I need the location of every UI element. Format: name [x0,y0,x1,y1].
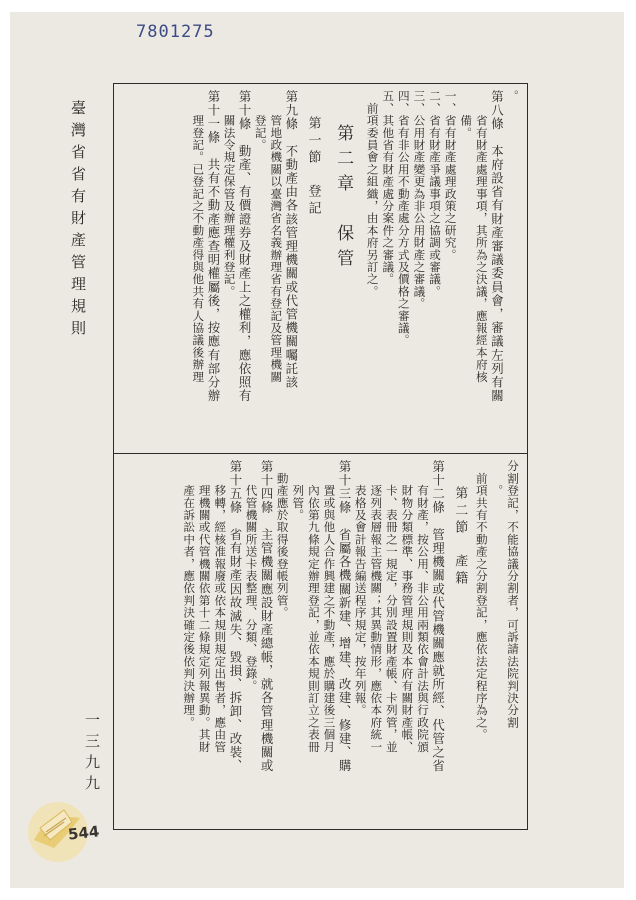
list-item: 一、省有財產處理政策之研究。 [443,90,458,261]
article-13-line: 第十三條 省屬各機關新建、增建、改建、修建、購 [337,460,353,773]
list-item: 二、省有財產爭議事項之協調或審議。 [428,90,443,298]
text-line: 置或與他人合作興建之不動產，應於購建後三個月 [322,460,337,753]
list-item: 四、省有非公用不動產處分方式及價格之審議。 [396,90,411,347]
text-line: 前項共有不動產之分割登記，應依法定程序為之。 [474,460,489,741]
chapter-heading: 第二章 保管 [333,124,354,274]
section-heading: 第一節 登記 [305,116,321,218]
lower-text-block [124,460,520,822]
text-line: 代管機關所送卡表整理、分類、登錄。 [244,460,259,692]
upper-text-block [124,90,520,447]
article-11-line: 第十一條 共有不動產應查明權屬後，按應有部分辦 [205,90,221,403]
article-9-line: 第九條 不動產由各該管理機關或代管機關囑託該 [283,90,299,390]
margin-title: 臺灣省省有財產管理規則 [69,100,87,342]
text-line: 管地政機關以臺灣省名義辦理省有登記及管理機關 [269,90,284,383]
text-line: 登記。 [253,90,268,151]
text-line: 分割登記，不能協議分割者，可訴請法院判決分割 [506,460,520,729]
article-12-line: 第十二條 管理機關或代管機關應就所經、代管之省 [430,460,446,773]
page-number: 一三九九 [83,712,101,796]
document-id-stamp: 7801275 [136,22,215,42]
article-10-line: 第十條 動產、有價證券及財產上之權利，應依照有 [237,90,253,403]
text-line: 。 [506,90,520,103]
list-item: 三、公用財產變更為非公用財產之審議。 [412,90,427,310]
text-line: 備。 [459,90,474,139]
list-item: 五、其他省有財產處分案件之審議。 [381,90,396,286]
text-line: 有財產，按公用、非公用兩類依會計法與行政院頒 [416,460,431,753]
section-heading: 第二節 產籍 [452,486,468,588]
text-line: 列管。 [291,460,306,521]
archive-logo [20,788,102,870]
text-line: 理機關或代管機關依第十二條規定列報異動。其財 [197,460,212,753]
text-line: 逐列表層報主管機關；其異動情形，應依本府統一 [369,460,384,753]
article-14-line: 第十四條 主管機關應設財產總帳，就各管理機關或 [259,460,275,773]
text-line: 卡、表冊之一規定，分別設置財產帳、卡列管，並 [384,460,399,753]
handwritten-note: 544 [67,822,101,844]
text-line: 。 [490,460,505,497]
text-line: 關法令規定保管及辦理權利登記。 [222,90,237,298]
text-line: 動產應於取得後登帳列管。 [275,460,290,619]
article-8-line: 第八條 本府設省有財產審議委員會，審議左列有關 [489,90,505,403]
text-line: 省有財產處理事項，其所為之決議，應報經本府核 [474,90,489,383]
text-line: 理登記。已登記之不動產得與他共有人協議後辦理 [191,90,206,383]
text-line: 內依第九條規定辦理登記，並依本規則訂立之表冊 [306,460,321,753]
text-line: 前項委員會之組織，由本府另訂之。 [365,90,380,298]
text-line: 財物分類標準、事務管理規則及本府有關財產帳、 [400,460,415,753]
text-line: 產在訴訟中者，應依判決確定後依判決辦理。 [182,460,197,729]
text-line: 表格及會計報告編送程序規定，按年列報。 [353,460,368,717]
text-line: 移轉，經核准報廢或依本規則規定出售者，應由管 [213,460,228,753]
article-15-line: 第十五條 省有財產因故滅失、毀損、拆卸、改裝、 [227,460,243,773]
block-divider [113,453,528,454]
